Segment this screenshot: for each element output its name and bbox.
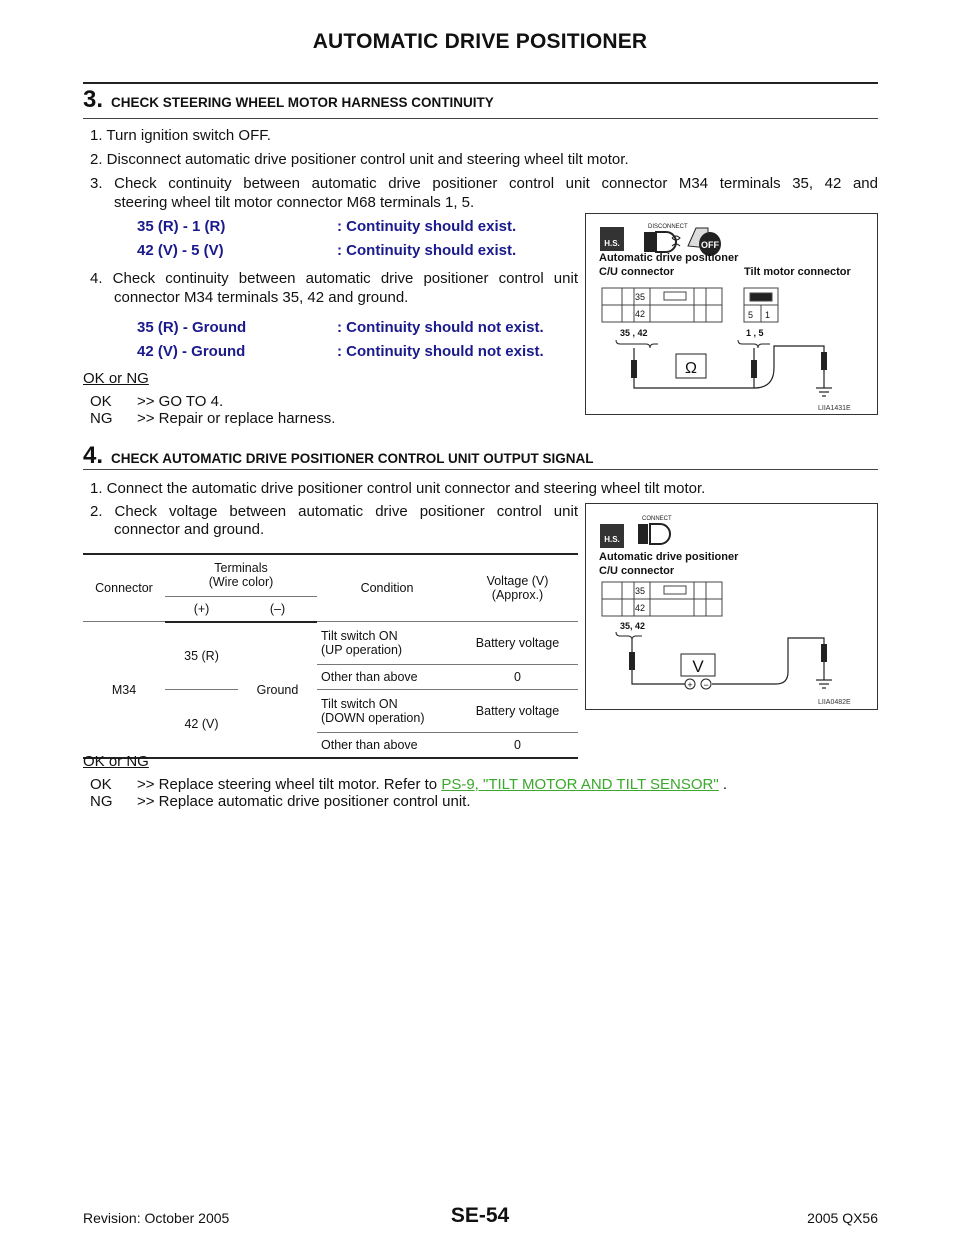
- step3-ng-code: NG: [90, 410, 113, 427]
- step4-ng-text: >> Replace automatic drive positioner control unit.: [137, 793, 471, 810]
- header-rule: [83, 82, 878, 84]
- probe-left-label: 35 , 42: [620, 328, 648, 338]
- cu-connector-label: C/U connector: [599, 266, 675, 278]
- step4-ng-code: NG: [90, 793, 113, 810]
- step4-ok-line: [137, 776, 727, 794]
- step3-ng-text: >> Repair or replace harness.: [137, 410, 336, 427]
- spec-a1-terms: 35 (R) - 1 (R): [137, 218, 226, 235]
- step3-item-4-cont: connector M34 terminals 35, 42 and ground.: [114, 289, 409, 306]
- probe-right-label: 1 , 5: [746, 328, 764, 338]
- step3-number: 3.: [83, 86, 104, 113]
- svg-text:OFF: OFF: [701, 240, 719, 250]
- step3-ok-code: OK: [90, 393, 112, 410]
- step4-ok-code: OK: [90, 776, 112, 793]
- step4-item-2-cont: connector and ground.: [114, 521, 265, 538]
- probe-label: 35, 42: [620, 621, 646, 631]
- connector-icon: [644, 232, 680, 252]
- page-title: AUTOMATIC DRIVE POSITIONER: [312, 30, 648, 53]
- th-voltage: Voltage (V) (Approx.): [457, 555, 578, 622]
- step3-title: CHECK STEERING WHEEL MOTOR HARNESS CONTINUITY: [111, 95, 494, 110]
- unit-label: Automatic drive positioner: [599, 551, 739, 563]
- circuit-wires: [634, 346, 832, 396]
- step4-heading: [83, 442, 594, 470]
- probe-tips-icon: [629, 644, 827, 670]
- figure-voltage-check: [585, 503, 878, 710]
- svg-text:H.S.: H.S.: [604, 239, 620, 248]
- pin-1-label: 1: [765, 310, 771, 320]
- svg-text:−: −: [703, 680, 709, 690]
- voltmeter-icon: [681, 654, 715, 690]
- spec-a1-result: : Continuity should exist.: [337, 218, 517, 235]
- step3-rule: [83, 118, 878, 119]
- step3-ok-text: >> GO TO 4.: [137, 393, 224, 410]
- cell-voltage-4: 0: [457, 733, 578, 759]
- pin-35-label: 35: [635, 292, 646, 302]
- cell-ground: Ground: [238, 622, 317, 759]
- cell-voltage-1: Battery voltage: [457, 622, 578, 665]
- step4-ok-text: >> Replace steering wheel tilt motor. Refer to: [137, 776, 438, 793]
- cell-condition-1: Tilt switch ON (UP operation): [317, 622, 457, 665]
- spec-b1-terms: 35 (R) - Ground: [137, 319, 247, 336]
- svg-text:H.S.: H.S.: [604, 535, 620, 544]
- ps9-reference-link[interactable]: PS-9, "TILT MOTOR AND TILT SENSOR": [441, 776, 719, 793]
- th-terminals: Terminals (Wire color): [165, 555, 317, 596]
- pin-42-label: 42: [635, 603, 646, 613]
- spec-a2-result: : Continuity should exist.: [337, 242, 517, 259]
- probe-tips-icon: [631, 352, 827, 378]
- ohmmeter-icon: [676, 354, 706, 378]
- tilt-connector-label: Tilt motor connector: [744, 266, 851, 278]
- th-minus: (–): [238, 596, 317, 622]
- cell-terminal-35: 35 (R): [165, 622, 238, 690]
- cell-voltage-2: 0: [457, 665, 578, 690]
- cu-connector-grid: [602, 288, 722, 322]
- cell-terminal-42: 42 (V): [165, 690, 238, 759]
- footer-page-number: SE-54: [450, 1204, 510, 1227]
- spec-b1-result: : Continuity should not exist.: [337, 319, 544, 336]
- th-plus: (+): [165, 596, 238, 622]
- pin-42-label: 42: [635, 309, 646, 319]
- step4-ok-tail: .: [722, 776, 728, 793]
- step3-item-1: 1. Turn ignition switch OFF.: [90, 127, 271, 144]
- step4-rule: [83, 469, 878, 470]
- pin-5-label: 5: [748, 310, 754, 320]
- cell-connector: M34: [83, 622, 165, 759]
- step4-item-1: 1. Connect the automatic drive positioner control unit connector and steering wheel tilt motor.: [90, 480, 706, 497]
- cell-condition-2: Other than above: [317, 665, 457, 690]
- connect-label: CONNECT: [642, 516, 672, 522]
- hs-badge-icon: [600, 227, 624, 251]
- step4-title: CHECK AUTOMATIC DRIVE POSITIONER CONTROL UNIT OUTPUT SIGNAL: [111, 451, 594, 466]
- svg-text:+: +: [687, 680, 693, 690]
- cu-connector-label: C/U connector: [599, 565, 675, 577]
- voltage-table: [83, 555, 578, 759]
- disconnect-label: DISCONNECT: [648, 224, 688, 230]
- cell-condition-3: Tilt switch ON (DOWN operation): [317, 690, 457, 733]
- step3-heading: [83, 86, 494, 114]
- spec-b2-result: : Continuity should not exist.: [337, 343, 544, 360]
- step3-okng: OK or NG: [83, 370, 149, 387]
- step3-item-3-cont: steering wheel tilt motor connector M68 terminals 1, 5.: [114, 194, 475, 211]
- step3-item-2: 2. Disconnect automatic drive positioner control unit and steering wheel tilt motor.: [90, 151, 629, 168]
- svg-text:Ω: Ω: [685, 360, 697, 377]
- th-condition: Condition: [317, 555, 457, 622]
- figure2-code: LIIA0482E: [818, 699, 851, 706]
- step4-item-2: 2. Check voltage between automatic drive positioner control unit: [90, 503, 578, 520]
- cu-connector-grid: [602, 582, 722, 616]
- hs-badge-icon: [600, 524, 624, 548]
- pin-35-label: 35: [635, 586, 646, 596]
- unit-label: Automatic drive positioner: [599, 252, 739, 264]
- figure1-code: LIIA1431E: [818, 405, 851, 412]
- figure-continuity-check: [585, 213, 878, 415]
- th-connector: Connector: [83, 555, 165, 622]
- svg-text:V: V: [692, 657, 704, 676]
- cell-voltage-3: Battery voltage: [457, 690, 578, 733]
- footer-revision: Revision: October 2005: [83, 1210, 230, 1226]
- step3-item-4: 4. Check continuity between automatic drive positioner control unit: [90, 270, 578, 287]
- step4-okng: OK or NG: [83, 753, 149, 770]
- cell-condition-4: Other than above: [317, 733, 457, 759]
- spec-a2-terms: 42 (V) - 5 (V): [137, 242, 224, 259]
- step3-item-3: 3. Check continuity between automatic drive positioner control unit connector M34 terminals 35, 42 and: [90, 175, 878, 192]
- circuit-wires: [632, 638, 832, 688]
- connector-icon: [638, 524, 670, 544]
- footer-model: 2005 QX56: [807, 1210, 878, 1226]
- spec-b2-terms: 42 (V) - Ground: [137, 343, 246, 360]
- step4-number: 4.: [83, 442, 104, 469]
